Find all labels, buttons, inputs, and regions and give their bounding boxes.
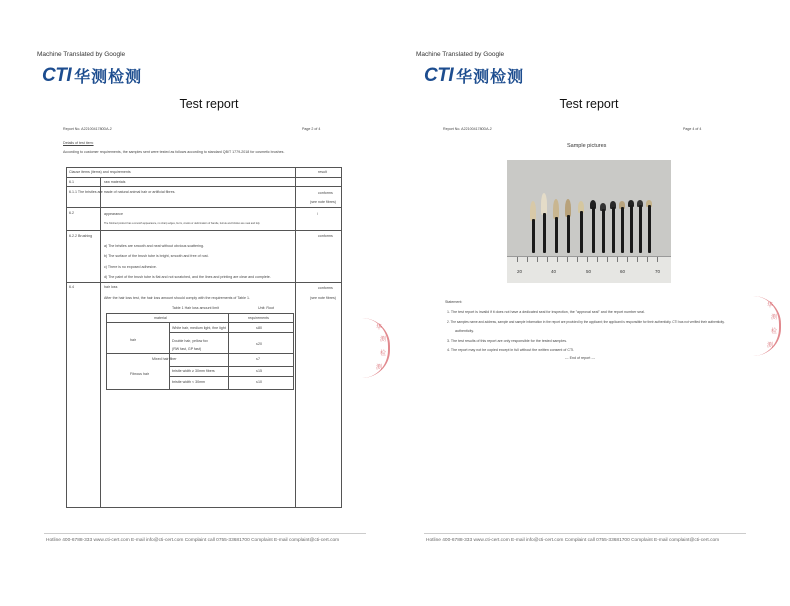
table1-fiber: Fibrous hair xyxy=(130,372,149,376)
section-heading: Details of test item: xyxy=(63,141,94,145)
statement-2: 2. The samples name and address, sample and sample information in the report are provided by the applicant; the applicant is responsible for their authenticity. CTI has not verified their authenticity. xyxy=(447,320,725,324)
col-clause-header: Clause items (items) and requirements xyxy=(69,170,131,174)
table1-row3: Mixed hair fiber xyxy=(152,357,177,361)
table1-material-header: material xyxy=(154,316,167,320)
ruler-number: 60 xyxy=(620,269,626,274)
clause-6-2-text: appearance xyxy=(104,212,123,216)
red-seal-stamp: 华 测 检 测 xyxy=(362,318,390,378)
logo-mark: CTI xyxy=(424,64,454,86)
clause-6-2-2-b: b) The surface of the brush tube is bright, smooth and free of rust. xyxy=(104,254,209,258)
page-footer: Hotline 400-6788-333 www.cti-cert.com E-mail info@cti-cert.com Complaint call 0755-33681700 Complaint E-mail complaint@cti-cert.com xyxy=(426,538,720,543)
ruler-number: 50 xyxy=(586,269,592,274)
page-number: Page 2 of 4 xyxy=(302,127,321,131)
cti-logo xyxy=(42,64,142,87)
clause-6-4-desc: After the hair loss test, the hair loss amount should comply with the requirements of Table 1. xyxy=(104,296,250,300)
statement-2b: authenticity. xyxy=(455,329,474,333)
hair-loss-limit-table xyxy=(106,313,294,390)
intro-text: According to customer requirements, the samples sent were tested as follows according to standard QB/T 1779-2018 for cosmetic brushes. xyxy=(63,150,285,154)
machine-translated-label: Machine Translated by Google xyxy=(37,51,126,58)
page-footer: Hotline 400-6788-333 www.cti-cert.com E-mail info@cti-cert.com Complaint call 0755-33681700 Complaint E-mail complaint@cti-cert.com xyxy=(46,538,340,543)
table1-row4: bristle width ≥ 30mm fibers xyxy=(172,369,215,373)
result-6-1-1-note: (see note fibres) xyxy=(310,200,336,204)
clause-6-2-detail: The finished product has a smooth appearance, no sharp edges, burrs, cracks or deformation of handle, ferrule and bristles are neat and tidy. xyxy=(104,222,261,225)
table1-row3-value: ≤7 xyxy=(256,357,260,361)
clause-6-1-text: raw materials xyxy=(104,180,126,184)
ruler-number: 70 xyxy=(655,269,661,274)
table1-row5-value: ≤10 xyxy=(256,380,262,384)
machine-translated-label: Machine Translated by Google xyxy=(416,51,505,58)
statement-1: 1. The test report is invalid if it does not have a dedicated seal for inspection, the "approval seal" and the report number seal. xyxy=(447,310,645,314)
result-6-1-1: conforms xyxy=(318,191,333,195)
result-6-4: conforms xyxy=(318,286,333,290)
ruler-number: 20 xyxy=(517,269,523,274)
clause-6-2-2: 6.2.2 Brushing xyxy=(69,234,93,238)
statement-4: 4. The report may not be copied except in full without the written consent of CTI. xyxy=(447,348,575,352)
report-number: Report No. A2210041780DA-2 xyxy=(443,127,492,131)
page-title: Test report xyxy=(559,97,619,111)
table1-row2a: Double hair, yellow fox xyxy=(172,339,208,343)
logo-chinese: 华测检测 xyxy=(74,67,143,86)
table1-row2-value: ≤20 xyxy=(256,342,262,346)
measuring-ruler xyxy=(507,256,671,283)
table1-req-header: requirements xyxy=(248,316,269,320)
table1-row4-value: ≤15 xyxy=(256,369,262,373)
table1-unit: Unit: Root xyxy=(258,306,274,310)
table1-row5: bristle width < 30mm xyxy=(172,380,206,384)
sample-photo-brushes xyxy=(507,160,671,283)
clause-6-4-text: hair loss xyxy=(104,285,118,289)
sample-pictures-title: Sample pictures xyxy=(567,143,607,149)
report-page-2 xyxy=(395,0,790,606)
result-6-2-2: conforms xyxy=(318,234,333,238)
clause-6-2: 6.2 xyxy=(69,211,74,215)
end-of-report: --- End of report --- xyxy=(565,356,595,360)
report-number: Report No. A2210041780DA-2 xyxy=(63,127,112,131)
table1-row1: White hair, medium light, fine light xyxy=(172,326,226,330)
result-6-2: / xyxy=(317,212,318,216)
clause-6-4: 6.4 xyxy=(69,285,74,289)
statement-3: 3. The test results of this report are only responsible for the tested samples. xyxy=(447,339,567,343)
statement-heading: Statement: xyxy=(445,300,463,304)
clause-6-2-2-c: c) There is no exposed adhesive. xyxy=(104,265,157,269)
logo-chinese: 华测检测 xyxy=(456,67,525,86)
ruler-number: 40 xyxy=(551,269,557,274)
table1-title: Table 1 Hair loss amount limit xyxy=(172,306,219,310)
table1-row1-value: ≤80 xyxy=(256,326,262,330)
clause-6-1-1: 6.1.1 The bristles are made of natural animal hair or artificial fibres. xyxy=(69,190,176,194)
table1-row2b: (RW fast, GP fast) xyxy=(172,347,202,351)
clause-6-1: 6.1 xyxy=(69,180,74,184)
table1-hair: hair xyxy=(130,338,136,342)
clause-6-2-2-a: a) The bristles are smooth and neat without obvious scattering. xyxy=(104,244,205,248)
red-seal-stamp: 华 测 检 测 xyxy=(753,296,781,356)
logo-mark: CTI xyxy=(42,64,72,86)
page-number: Page 4 of 4 xyxy=(683,127,702,131)
col-result-header: result xyxy=(318,170,327,174)
page-title: Test report xyxy=(179,97,239,111)
result-6-4-note: (see note fibres) xyxy=(310,296,336,300)
cti-logo xyxy=(424,64,524,87)
clause-6-2-2-d: d) The paint of the brush tube is flat and not scratched, and the lines and printing are clear and complete. xyxy=(104,275,271,279)
